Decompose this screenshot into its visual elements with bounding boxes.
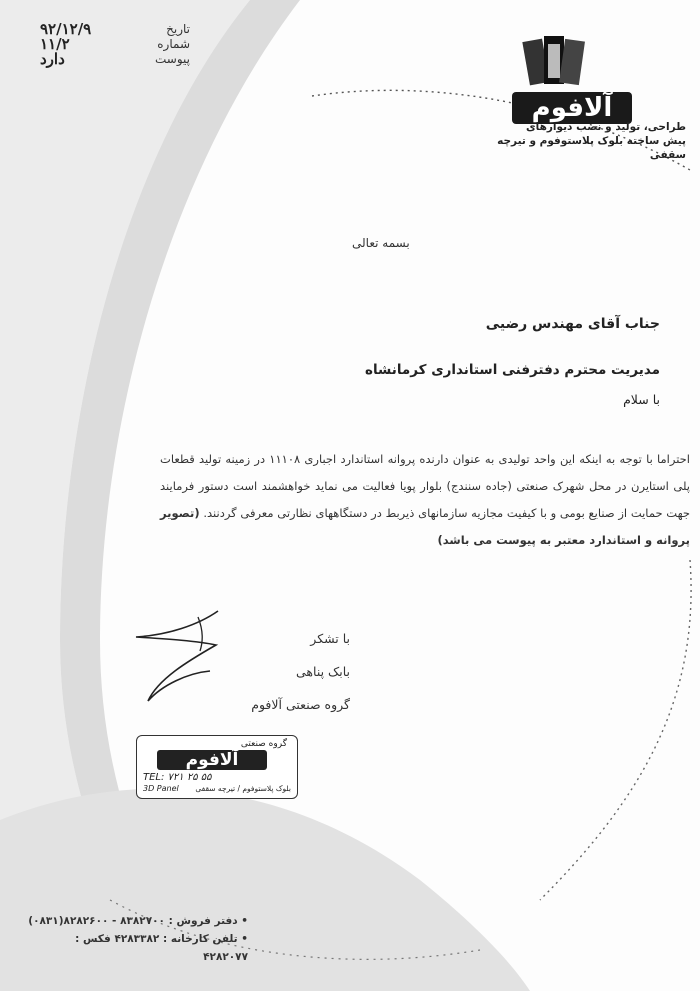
logo-tagline — [496, 120, 686, 162]
tagline-line-2: پیش ساخته بلوک پلاستوفوم و تیرچه سقفی — [497, 135, 686, 161]
company-logo — [497, 34, 686, 161]
meta-block — [40, 22, 190, 67]
date-value: ۹۲/۱۲/۹ — [40, 20, 92, 38]
addressee: جناب آقای مهندس رضیی — [485, 316, 660, 332]
attachment-label: پیوست — [155, 52, 190, 66]
closing: با تشکر — [310, 631, 350, 646]
footer-contacts — [28, 912, 248, 966]
invocation: بسمه تعالی — [352, 236, 410, 250]
letter-body — [160, 446, 690, 554]
stamp-heading: گروه صنعتی — [240, 739, 287, 749]
stamp-tag: 3D Panel — [143, 784, 179, 793]
attachment-row — [40, 52, 190, 67]
attachment-note: (تصویر پروانه و استاندارد معتبر به پیوست می باشد) — [160, 506, 690, 547]
signer-name: بابک پناهی — [296, 664, 350, 679]
stamp-tel: TEL: ۷۲۱ ۲۵ ۵۵ — [143, 772, 212, 783]
logo-brand: آلافوم — [512, 92, 632, 124]
stamp-brand: آلافوم — [157, 750, 267, 770]
attachment-value: دارد — [40, 50, 65, 68]
greeting: با سلام — [623, 392, 660, 407]
tagline-line-1: طراحی، تولید و نصب دیوارهای — [526, 121, 686, 133]
sales-office-line: • دفتر فروش : ۸۳۸۲۷۰۰ - ۸۲۸۲۶۰۰(۰۸۳۱) — [28, 915, 248, 927]
stamp-description: بلوک پلاستوفوم / تیرچه سقفی — [195, 784, 291, 793]
signer-organization: گروه صنعتی آلافوم — [251, 697, 350, 712]
recipient-organization: مدیریت محترم دفترفنی استانداری کرمانشاه — [364, 362, 660, 378]
closing-block — [230, 622, 350, 721]
body-text: احتراما با توجه به اینکه این واحد تولیدی به عنوان دارنده پروانه استاندارد اجباری ۱۱۱۰۸ در زمینه تولید قطعات پلی استایرن در محل شهرک صنعتی (جاده سنندج) بلوار پویا فعالیت می نماید خواهشمند است دستور فرمایند جهت حمایت از صنایع بومی و با کیفیت مجازیه سازمانهای ذیربط در دستگاههای نظارتی معرفی گردنند. — [160, 452, 691, 520]
date-label: تاریخ — [166, 22, 190, 36]
factory-line: • تلفن کارخانه : ۴۲۸۳۳۸۲ فکس : ۴۲۸۲۰۷۷ — [75, 933, 248, 963]
number-value: ۱۱/۲ — [40, 35, 70, 53]
signature — [128, 605, 238, 705]
company-stamp — [136, 735, 298, 799]
number-label: شماره — [157, 37, 190, 51]
